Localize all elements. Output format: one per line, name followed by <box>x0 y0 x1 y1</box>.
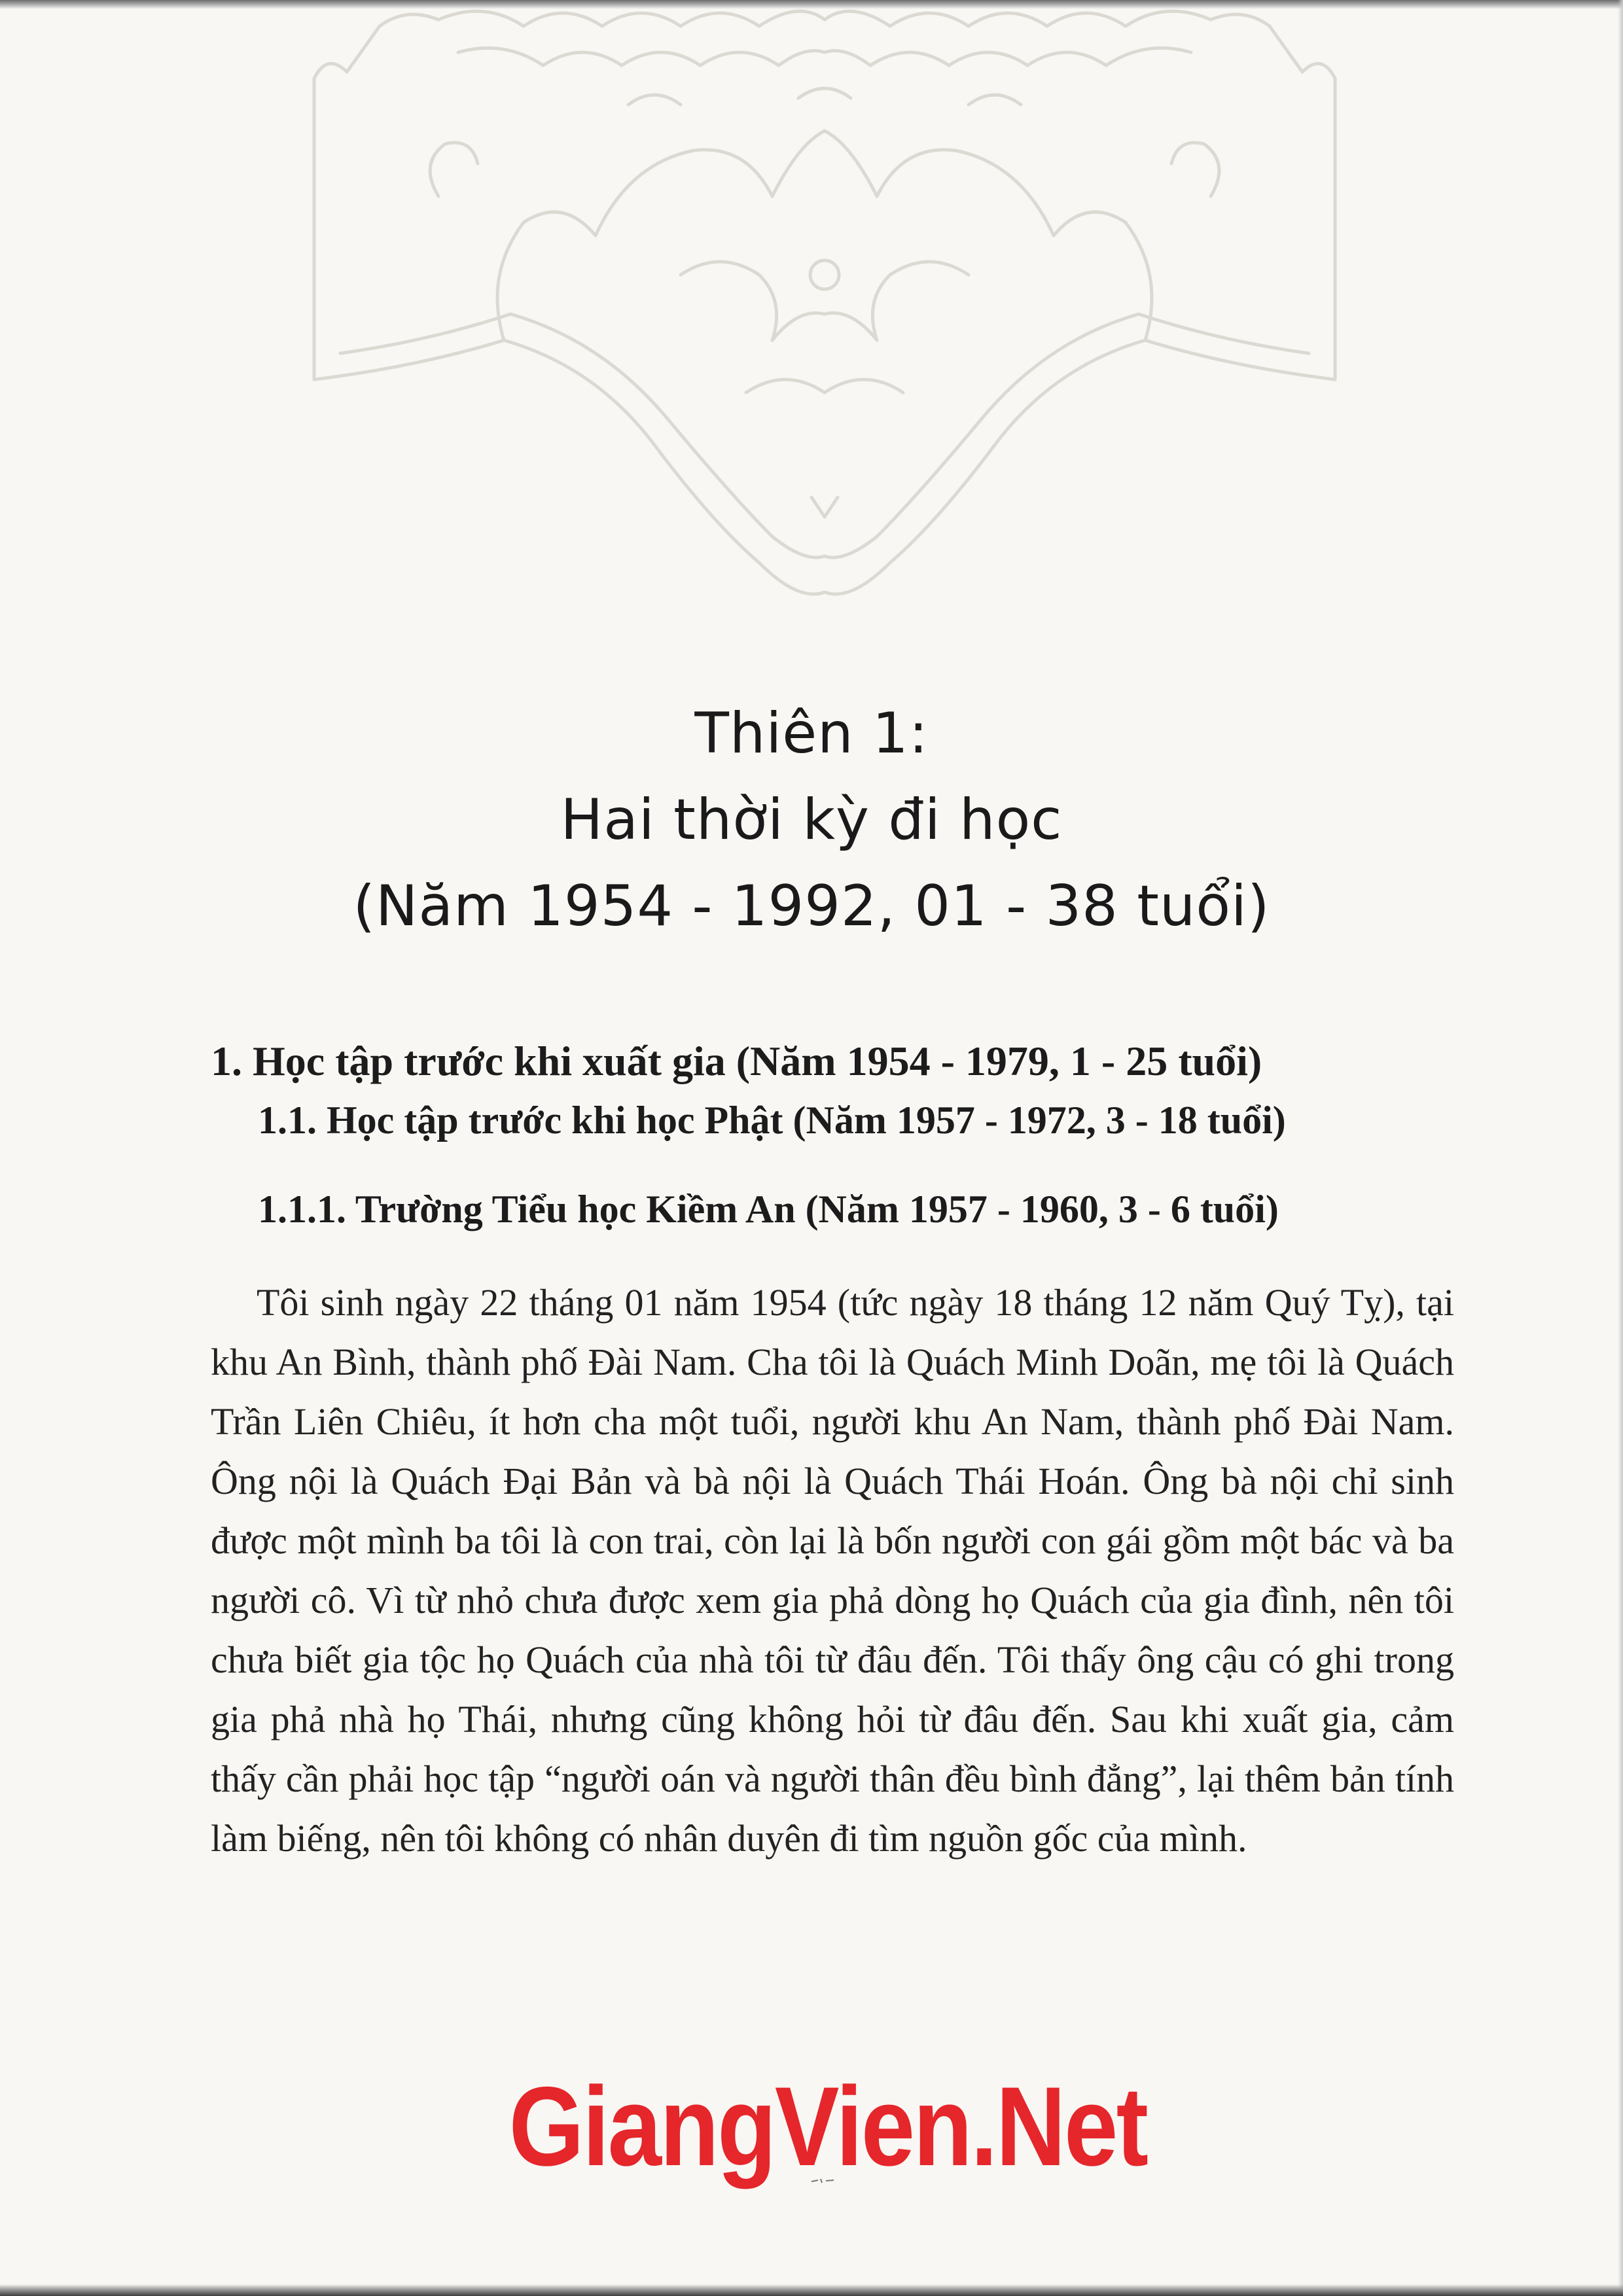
heading-section-1-1: 1.1. Học tập trước khi học Phật (Năm 1957 - 1972, 3 - 18 tuổi) <box>258 1099 1286 1142</box>
chapter-name: Hai thời kỳ đi học <box>560 787 1063 853</box>
scan-edge-bottom <box>0 2284 1623 2296</box>
lotus-ornament-icon <box>288 0 1361 615</box>
chapter-number: Thiên 1: <box>694 701 929 766</box>
watermark-text: GiangVien.Net <box>508 2064 1147 2189</box>
scan-edge-right <box>1618 0 1623 2296</box>
chapter-period: (Năm 1954 - 1992, 01 - 38 tuổi) <box>353 874 1270 939</box>
heading-section-1: 1. Học tập trước khi xuất gia (Năm 1954 - 1979, 1 - 25 tuổi) <box>211 1038 1262 1084</box>
body-paragraph: Tôi sinh ngày 22 tháng 01 năm 1954 (tức ngày 18 tháng 12 năm Quý Tỵ), tại khu An Bình, thành phố Đài Nam. Cha tôi là Quách Minh Doãn, mẹ tôi là Quách Trần Liên Chiêu, ít hơn cha một tuổi, người khu An Nam, thành phố Đài Nam. Ông nội là Quách Đại Bản và bà nội là Quách Thái Hoán. Ông bà nội chỉ sinh được một mình ba tôi là con trai, còn lại là bốn người con gái gồm một bác và ba người cô. Vì từ nhỏ chưa được xem gia phả dòng họ Quách của gia đình, nên tôi chưa biết gia tộc họ Quách của nhà tôi từ đâu đến. Tôi thấy ông cậu có ghi trong gia phả nhà họ Thái, nhưng cũng không hỏi từ đâu đến. Sau khi xuất gia, cảm thấy cần phải học tập “người oán và người thân đều bình đẳng”, lại thêm bản tính làm biếng, nên tôi không có nhân duyên đi tìm nguồn gốc của mình. <box>211 1281 1454 1860</box>
heading-section-1-1-1: 1.1.1. Trường Tiểu học Kiềm An (Năm 1957 - 1960, 3 - 6 tuổi) <box>258 1188 1279 1231</box>
section-headings <box>211 1034 1454 1235</box>
chapter-title <box>196 690 1427 949</box>
page-mark-icon <box>810 2178 836 2184</box>
